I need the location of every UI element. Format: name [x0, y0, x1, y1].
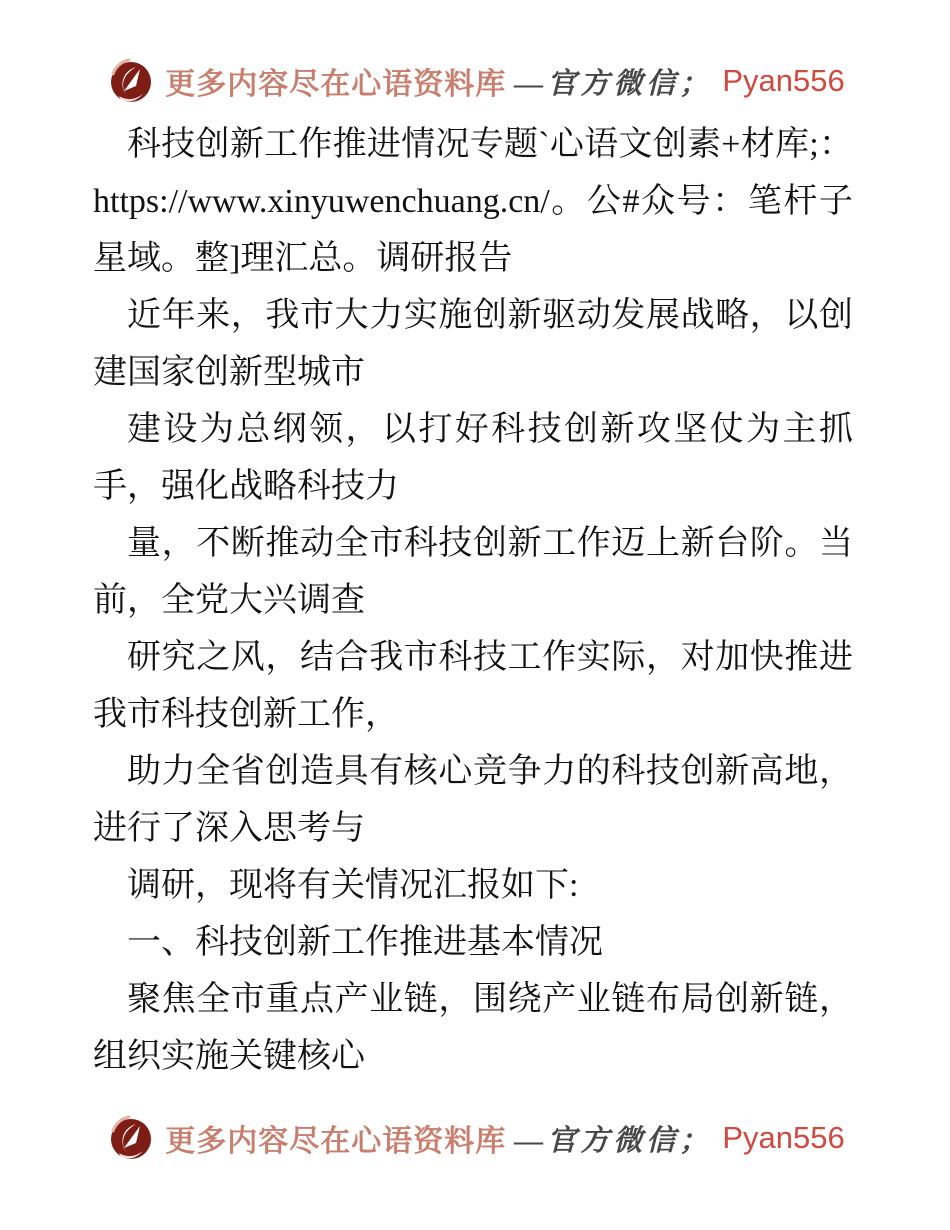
brand-separator-text: —官方微信；	[514, 67, 713, 100]
section-heading: 一、科技创新工作推进基本情况	[127, 924, 603, 961]
paragraph-title-watermark: 科技创新工作推进情况专题`心语文创素+材库;：https://www.xinyuwenchuang.cn/。公#众号：笔杆子星域。整]理汇总。调研报告	[93, 126, 853, 277]
paragraph: 研究之风，结合我市科技工作实际，对加快推进我市科技创新工作，	[93, 639, 853, 733]
xinyu-pen-logo-icon	[105, 1111, 157, 1165]
header-brand-banner	[0, 0, 950, 108]
xinyu-pen-logo-icon	[105, 54, 157, 108]
paragraph: 调研，现将有关情况汇报如下:	[127, 867, 579, 904]
footer-brand-banner	[0, 1111, 950, 1165]
brand-text: 更多内容尽在心语资料库	[165, 68, 507, 101]
wechat-id-text: Pyan556	[722, 1120, 845, 1155]
paragraph: 助力全省创造具有核心竞争力的科技创新高地，进行了深入思考与	[93, 753, 853, 847]
brand-separator-text: —官方微信；	[514, 1124, 713, 1157]
paragraph: 建设为总纲领，以打好科技创新攻坚仗为主抓手，强化战略科技力	[93, 411, 853, 505]
paragraph: 近年来，我市大力实施创新驱动发展战略，以创建国家创新型城市	[93, 297, 853, 391]
paragraph: 量，不断推动全市科技创新工作迈上新台阶。当前，全党大兴调查	[93, 525, 853, 619]
brand-text: 更多内容尽在心语资料库	[165, 1125, 507, 1158]
document-body	[93, 116, 853, 1085]
paragraph: 聚焦全市重点产业链，围绕产业链布局创新链，组织实施关键核心	[93, 981, 853, 1075]
wechat-id-text: Pyan556	[722, 63, 845, 98]
